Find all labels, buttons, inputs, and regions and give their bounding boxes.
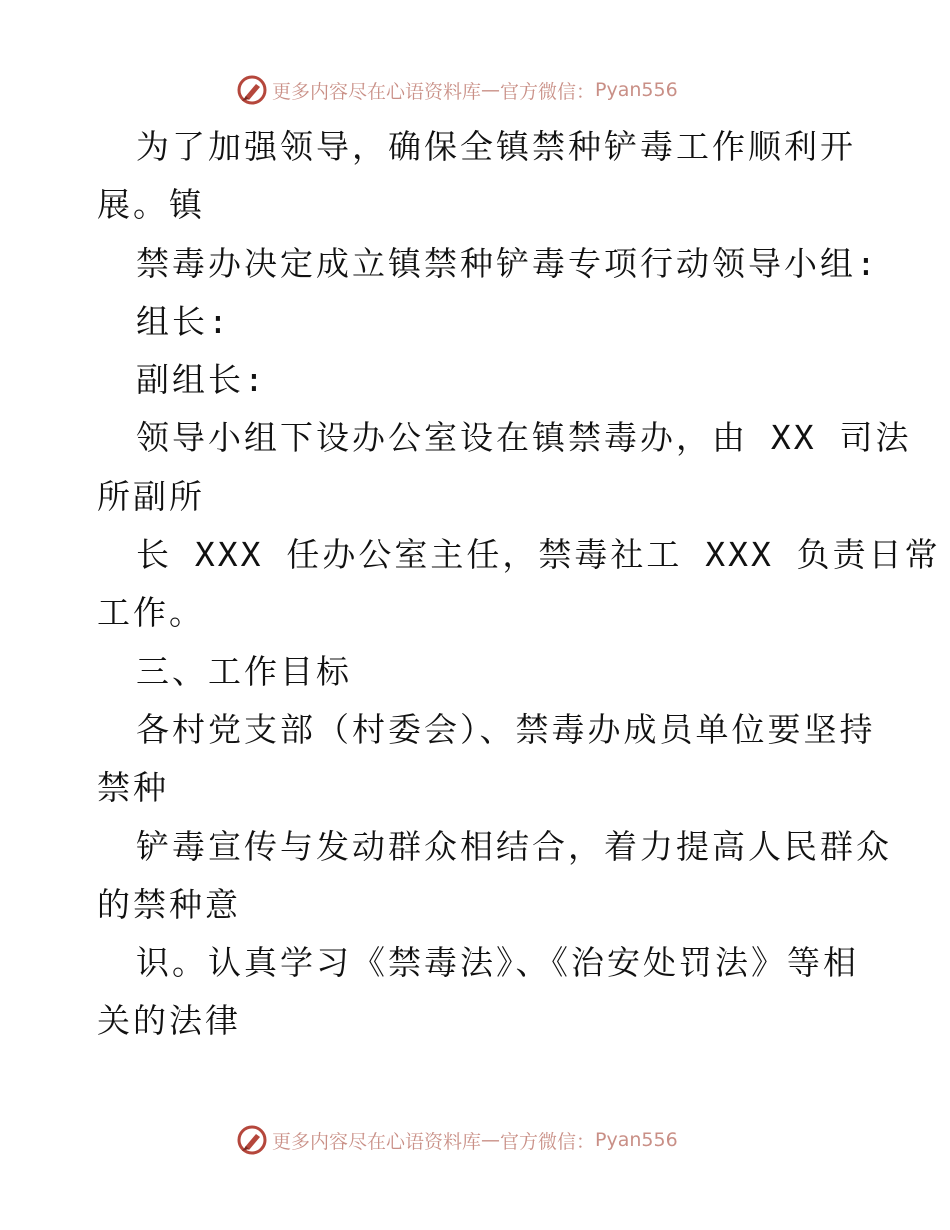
text-line: 展。镇 bbox=[97, 185, 205, 225]
watermark-separator: — bbox=[481, 1129, 501, 1151]
watermark-contact-label: 官方微信： bbox=[500, 1130, 596, 1153]
text-line: 长 XXX 任办公室主任，禁毒社工 XXX 负责日常 bbox=[136, 535, 941, 575]
watermark-site-text: 更多内容尽在心语资料库 bbox=[272, 1130, 482, 1153]
watermark-banner-bottom bbox=[236, 1123, 678, 1157]
watermark-separator: — bbox=[481, 79, 501, 101]
text-line: 副组长: bbox=[136, 360, 267, 400]
text-line: 的禁种意 bbox=[97, 884, 241, 924]
watermark-banner-top bbox=[236, 73, 678, 107]
text-line: 禁毒办决定成立镇禁种铲毒专项行动领导小组: bbox=[136, 243, 879, 283]
red-circle-pen-logo-icon bbox=[236, 74, 268, 106]
text-line: 识。认真学习《禁毒法》、《治安处罚法》等相 bbox=[136, 943, 859, 983]
red-circle-pen-logo-icon bbox=[236, 1124, 268, 1156]
text-line: 领导小组下设办公室设在镇禁毒办，由 XX 司法 bbox=[136, 418, 912, 458]
text-line: 禁种 bbox=[97, 768, 169, 808]
text-line: 三、工作目标 bbox=[136, 651, 352, 691]
watermark-site-text: 更多内容尽在心语资料库 bbox=[272, 80, 482, 103]
watermark-contact-label: 官方微信： bbox=[500, 80, 596, 103]
text-line: 工作。 bbox=[97, 593, 205, 633]
text-line: 组长: bbox=[136, 301, 231, 341]
text-line: 各村党支部（村委会）、禁毒办成员单位要坚持 bbox=[136, 709, 876, 749]
watermark-contact-id: Pyan556 bbox=[595, 79, 678, 101]
text-line: 关的法律 bbox=[97, 1001, 241, 1041]
text-line: 铲毒宣传与发动群众相结合，着力提高人民群众 bbox=[136, 826, 892, 866]
text-line: 所副所 bbox=[97, 476, 205, 516]
watermark-contact-id: Pyan556 bbox=[595, 1129, 678, 1151]
document-body bbox=[97, 118, 941, 1051]
text-line: 为了加强领导，确保全镇禁种铲毒工作顺利开 bbox=[136, 127, 856, 166]
